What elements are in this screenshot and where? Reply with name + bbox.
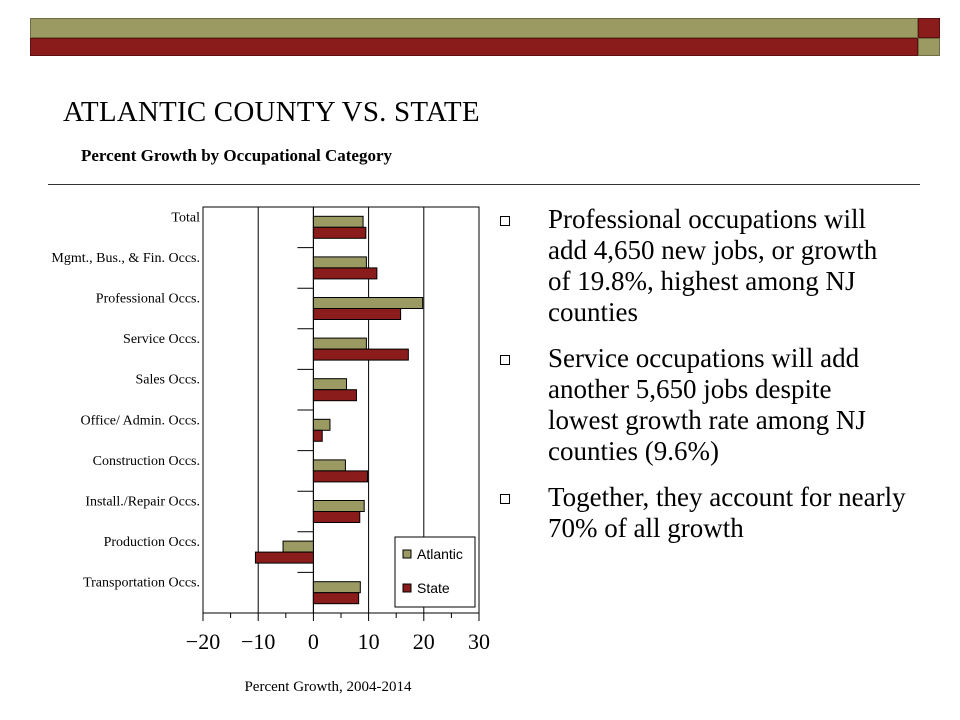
bar-state — [313, 390, 356, 401]
bar-state — [313, 349, 408, 360]
category-label: Construction Occs. — [92, 453, 200, 469]
bar-atlantic — [313, 419, 330, 430]
x-axis-label: Percent Growth, 2004-2014 — [244, 679, 412, 695]
legend-label-state: State — [417, 580, 450, 596]
bar-state — [313, 471, 367, 482]
growth-bar-chart — [0, 200, 490, 700]
bar-state — [313, 227, 365, 238]
category-label: Total — [171, 210, 200, 226]
x-tick-label: −20 — [185, 629, 221, 654]
category-label: Office/ Admin. Occs. — [80, 413, 200, 429]
bar-atlantic — [313, 501, 364, 512]
bar-atlantic — [313, 582, 360, 593]
category-label: Service Occs. — [123, 332, 200, 348]
bar-state — [313, 593, 358, 604]
chart-category-labels — [51, 210, 200, 590]
bar-state — [313, 430, 322, 441]
x-tick-label: 20 — [412, 629, 435, 654]
bar-state — [313, 268, 376, 279]
decorative-top-bar-maroon — [30, 38, 918, 56]
title-divider — [48, 184, 920, 185]
category-label: Production Occs. — [103, 535, 200, 551]
chart-legend — [395, 537, 475, 607]
slide-title: ATLANTIC COUNTY VS. STATE — [63, 96, 480, 128]
bullet-item — [496, 482, 906, 544]
legend-swatch-state — [403, 584, 411, 592]
decorative-top-bar-olive — [30, 18, 918, 38]
bullet-text: Professional occupations will add 4,650 new jobs, or growth of 19.8%, highest among NJ counties — [548, 204, 878, 327]
bullet-list — [496, 204, 906, 559]
bar-atlantic — [313, 257, 366, 268]
bullet-item — [496, 343, 906, 467]
category-label: Install./Repair Occs. — [85, 494, 200, 510]
bar-atlantic — [313, 460, 345, 471]
chart-x-ticks — [186, 613, 490, 654]
bullet-text: Service occupations will add another 5,650 jobs despite lowest growth rate among NJ counties (9.6%) — [548, 343, 866, 466]
bullet-text: Together, they account for nearly 70% of all growth — [548, 482, 906, 543]
decorative-corner-maroon — [918, 18, 940, 38]
bar-atlantic — [313, 338, 366, 349]
category-label: Sales Occs. — [135, 372, 200, 388]
legend-swatch-atlantic — [403, 550, 411, 558]
bar-state — [255, 552, 313, 563]
category-label: Mgmt., Bus., & Fin. Occs. — [51, 250, 200, 266]
category-label: Transportation Occs. — [83, 575, 200, 591]
slide-subtitle: Percent Growth by Occupational Category — [81, 146, 392, 165]
legend-label-atlantic: Atlantic — [417, 546, 463, 562]
category-label: Professional Occs. — [95, 291, 200, 307]
x-tick-label: 0 — [307, 629, 319, 654]
decorative-corner-olive — [918, 38, 940, 56]
bar-state — [313, 512, 359, 523]
square-bullet-icon — [500, 494, 510, 504]
bar-atlantic — [313, 216, 363, 227]
x-tick-label: −10 — [240, 629, 276, 654]
x-tick-label: 10 — [357, 629, 380, 654]
bullet-item — [496, 204, 906, 328]
bar-atlantic — [313, 379, 346, 390]
x-tick-label: 30 — [468, 629, 490, 654]
square-bullet-icon — [500, 216, 510, 226]
bar-atlantic — [313, 298, 422, 309]
bar-atlantic — [283, 541, 313, 552]
bar-state — [313, 309, 400, 320]
square-bullet-icon — [500, 355, 510, 365]
